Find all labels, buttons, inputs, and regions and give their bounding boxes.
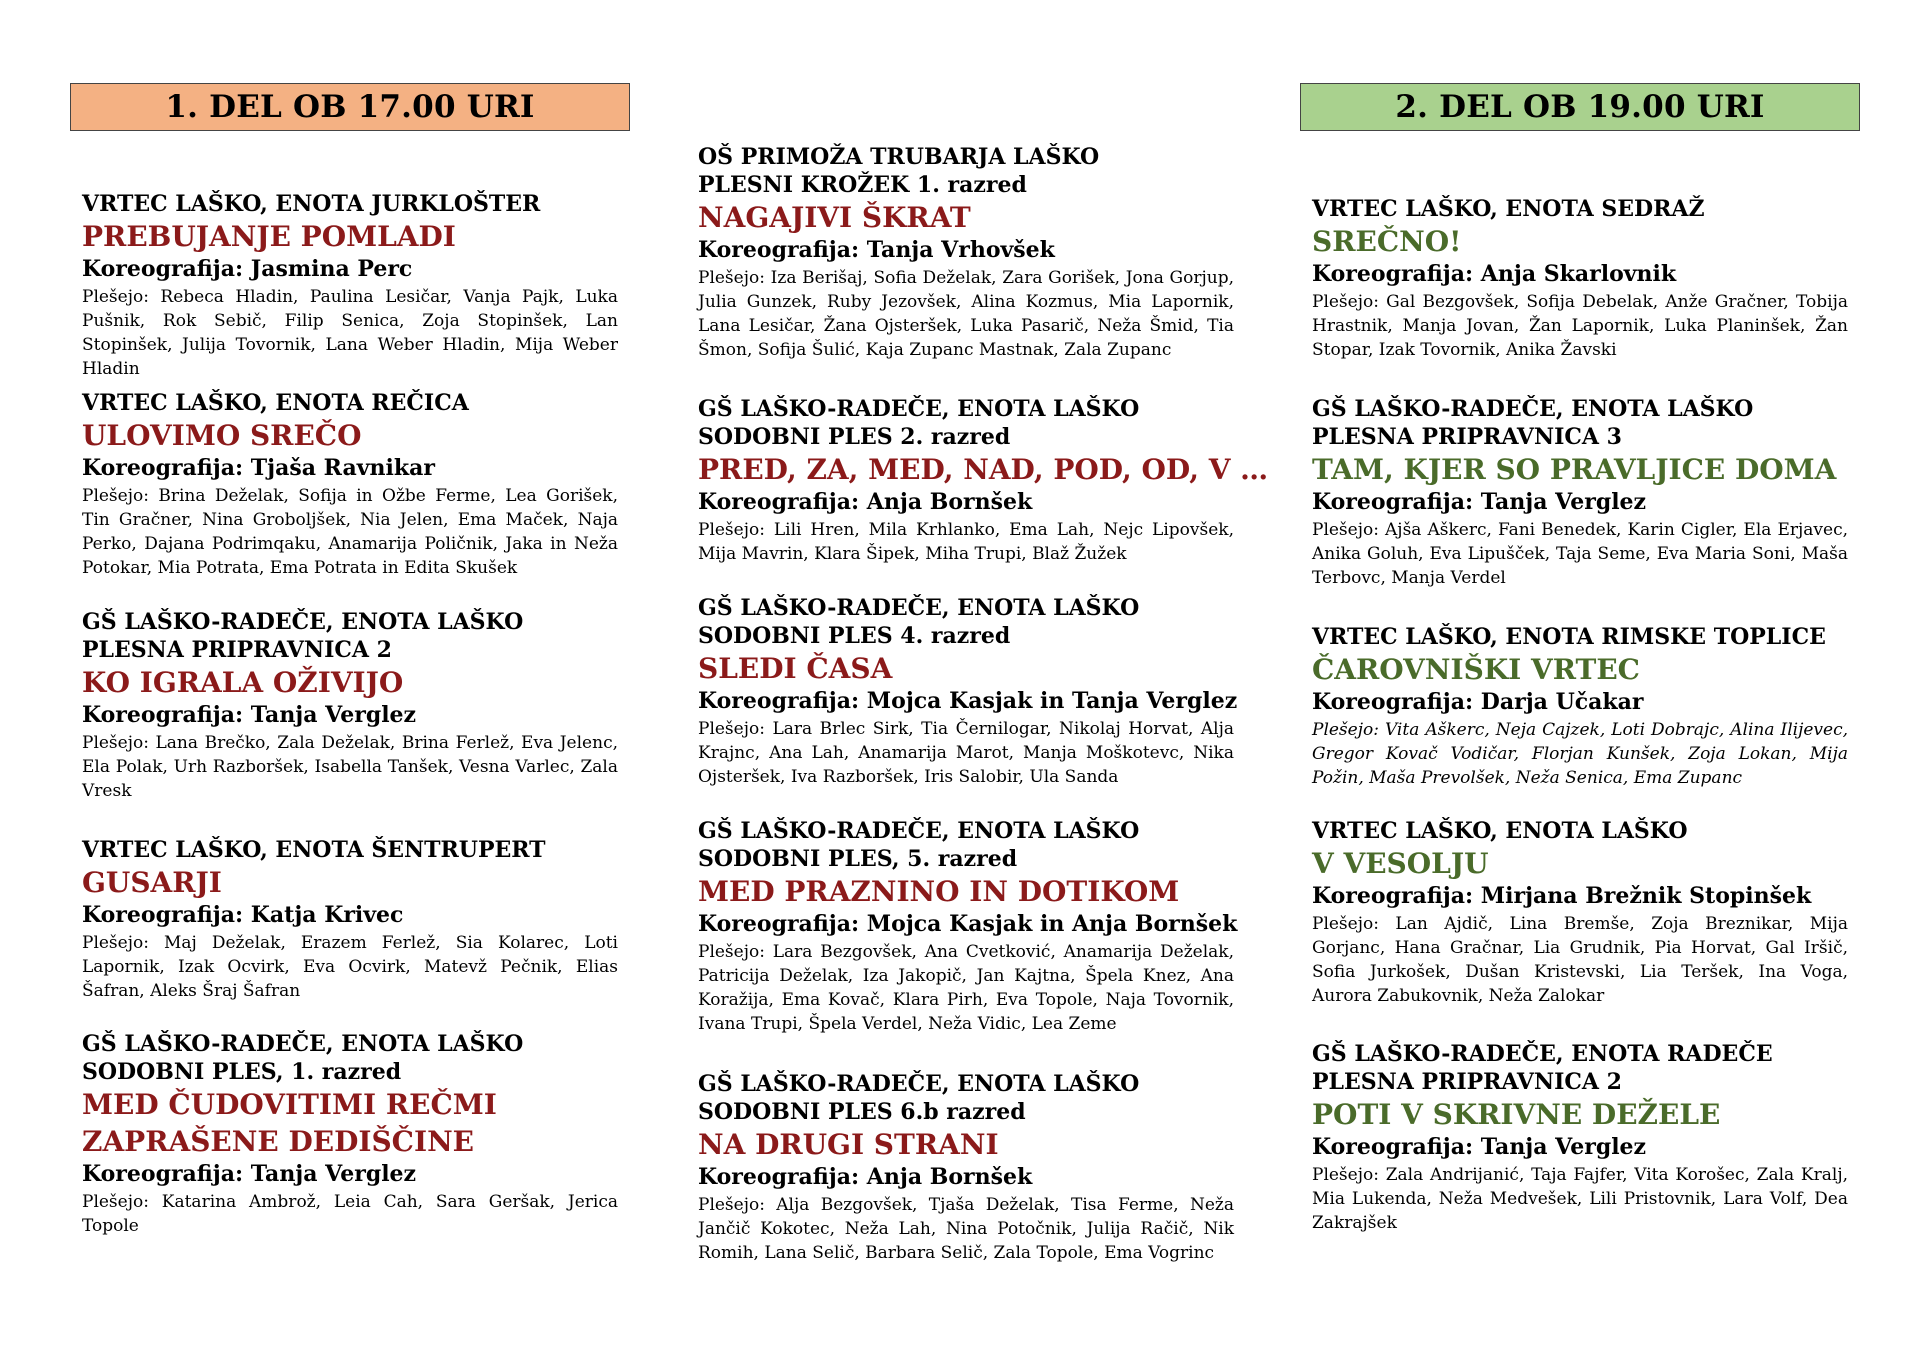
performance-item [698,143,1234,362]
dancers-list: Plešejo: Lili Hren, Mila Krhlanko, Ema Lah, Nejc Lipovšek, Mija Mavrin, Klara Šipek, Miha Trupi, Blaž Žužek [698,520,1234,564]
performance-item [1312,817,1848,1008]
dancers-list: Plešejo: Vita Aškerc, Neja Cajzek, Loti Dobrajc, Alina Ilijevec, Gregor Kovač Vodičar, Florjan Kunšek, Zoja Lokan, Mija Požin, Maša Prevolšek, Neža Senica, Ema Zupanc [1312,720,1848,788]
performer-org: GŠ LAŠKO-RADEČE, ENOTA LAŠKO [698,595,1140,621]
performer-group: SODOBNI PLES 2. razred [698,424,1011,450]
dancers-list: Plešejo: Iza Berišaj, Sofia Deželak, Zara Gorišek, Jona Gorjup, Julia Gunzek, Ruby Jezovšek, Alina Kozmus, Mia Lapornik, Lana Lesičar, Žana Ojsteršek, Luka Pasarič, Neža Šmid, Tia Šmon, Sofija Šulić, Kaja Zupanc Mastnak, Zala Zupanc [698,268,1234,360]
performance-title: POTI V SKRIVNE DEŽELE [1312,1098,1721,1131]
performer-org: GŠ LAŠKO-RADEČE, ENOTA LAŠKO [82,1031,524,1057]
dancers-list: Plešejo: Brina Deželak, Sofija in Ožbe Ferme, Lea Gorišek, Tin Gračner, Nina Groboljšek, Nia Jelen, Ema Maček, Naja Perko, Dajana Podrimqaku, Anamarija Poličnik, Jaka in Neža Potokar, Mia Potrata, Ema Potrata in Edita Skušek [82,486,618,578]
performance-title: NAGAJIVI ŠKRAT [698,201,971,234]
choreography: Koreografija: Anja Skarlovnik [1312,261,1677,287]
choreography: Koreografija: Tanja Verglez [82,1161,417,1187]
performer-org: VRTEC LAŠKO, ENOTA JURKLOŠTER [82,191,541,217]
performance-title: PREBUJANJE POMLADI [82,220,456,253]
choreography: Koreografija: Anja Bornšek [698,1164,1033,1190]
dancers-list: Plešejo: Maj Deželak, Erazem Ferlež, Sia Kolarec, Loti Lapornik, Izak Ocvirk, Eva Ocvirk, Matevž Pečnik, Elias Šafran, Aleks Šraj Šafran [82,933,618,1001]
choreography: Koreografija: Tanja Verglez [1312,489,1647,515]
choreography: Koreografija: Tanja Verglez [82,702,417,728]
performer-group: PLESNA PRIPRAVNICA 3 [1312,424,1622,450]
performance-item [82,836,618,1003]
performer-org: VRTEC LAŠKO, ENOTA REČICA [82,390,469,416]
performance-item [698,817,1238,1036]
performance-title: ČAROVNIŠKI VRTEC [1312,653,1640,686]
dancers-list: Plešejo: Alja Bezgovšek, Tjaša Deželak, Tisa Ferme, Neža Jančič Kokotec, Neža Lah, Nina Potočnik, Julija Račič, Nik Romih, Lana Selič, Barbara Selič, Zala Topole, Ema Vogrinc [698,1195,1234,1263]
performer-org: GŠ LAŠKO-RADEČE, ENOTA LAŠKO [1312,396,1754,422]
performance-title-line2: ZAPRAŠENE DEDIŠČINE [82,1125,474,1158]
choreography: Koreografija: Katja Krivec [82,902,404,928]
dancers-list: Plešejo: Lara Brlec Sirk, Tia Černilogar, Nikolaj Horvat, Alja Krajnc, Ana Lah, Anamarija Marot, Manja Moškotevc, Nika Ojsteršek, Iva Razboršek, Iris Salobir, Ula Sanda [698,719,1234,787]
performance-title: TAM, KJER SO PRAVLJICE DOMA [1312,453,1837,486]
dancers-list: Plešejo: Rebeca Hladin, Paulina Lesičar, Vanja Pajk, Luka Pušnik, Rok Sebič, Filip Senica, Zoja Stopinšek, Lan Stopinšek, Julija Tovornik, Lana Weber Hladin, Mija Weber Hladin [82,287,618,379]
performance-title: MED PRAZNINO IN DOTIKOM [698,875,1180,908]
choreography: Koreografija: Jasmina Perc [82,256,413,282]
performance-title: GUSARJI [82,866,222,899]
performer-org: VRTEC LAŠKO, ENOTA ŠENTRUPERT [82,837,546,863]
performer-group: SODOBNI PLES 4. razred [698,623,1011,649]
performance-title: SLEDI ČASA [698,652,893,685]
performer-org: GŠ LAŠKO-RADEČE, ENOTA LAŠKO [698,818,1140,844]
performance-item [82,389,618,580]
performer-org: VRTEC LAŠKO, ENOTA LAŠKO [1312,818,1688,844]
dancers-list: Plešejo: Gal Bezgovšek, Sofija Debelak, Anže Gračner, Tobija Hrastnik, Manja Jovan, Žan Lapornik, Luka Planinšek, Žan Stopar, Izak Tovornik, Anika Žavski [1312,292,1848,360]
performer-org: VRTEC LAŠKO, ENOTA RIMSKE TOPLICE [1312,624,1826,650]
choreography: Koreografija: Tanja Vrhovšek [698,237,1055,263]
performance-item [1312,623,1848,790]
performance-item [698,1070,1234,1265]
performer-group: PLESNA PRIPRAVNICA 2 [82,637,392,663]
choreography: Koreografija: Mojca Kasjak in Tanja Verglez [698,688,1238,714]
performance-title: NA DRUGI STRANI [698,1128,999,1161]
choreography: Koreografija: Mojca Kasjak in Anja Bornšek [698,911,1238,937]
performer-group: SODOBNI PLES, 1. razred [82,1059,402,1085]
performer-org: VRTEC LAŠKO, ENOTA SEDRAŽ [1312,196,1705,222]
performer-org: GŠ LAŠKO-RADEČE, ENOTA LAŠKO [698,1071,1140,1097]
part1-header: 1. DEL OB 17.00 URI [70,83,630,131]
dancers-list: Plešejo: Lana Brečko, Zala Deželak, Brina Ferlež, Eva Jelenc, Ela Polak, Urh Razboršek, Isabella Tanšek, Vesna Varlec, Zala Vresk [82,733,618,801]
performance-item [698,594,1238,789]
choreography: Koreografija: Anja Bornšek [698,489,1033,515]
dancers-list: Plešejo: Ajša Aškerc, Fani Benedek, Karin Cigler, Ela Erjavec, Anika Goluh, Eva Lipušček, Taja Seme, Eva Maria Soni, Maša Terbovc, Manja Verdel [1312,520,1848,588]
performer-group: PLESNA PRIPRAVNICA 2 [1312,1069,1622,1095]
performance-title: KO IGRALA OŽIVIJO [82,666,404,699]
performer-org: GŠ LAŠKO-RADEČE, ENOTA LAŠKO [82,609,524,635]
performer-org: GŠ LAŠKO-RADEČE, ENOTA RADEČE [1312,1041,1773,1067]
performance-title: V VESOLJU [1312,847,1489,880]
performance-title: MED ČUDOVITIMI REČMI [82,1088,497,1121]
performer-org: GŠ LAŠKO-RADEČE, ENOTA LAŠKO [698,396,1140,422]
performance-item [1312,195,1848,362]
performance-item [82,190,618,381]
dancers-list: Plešejo: Zala Andrijanić, Taja Fajfer, Vita Korošec, Zala Kralj, Mia Lukenda, Neža Medvešek, Lili Pristovnik, Lara Volf, Dea Zakrajšek [1312,1165,1848,1233]
performance-item [698,395,1269,566]
performance-item [82,1030,618,1238]
part2-header: 2. DEL OB 19.00 URI [1300,83,1860,131]
choreography: Koreografija: Darja Učakar [1312,689,1644,715]
performance-item [82,608,618,803]
performance-title: SREČNO! [1312,225,1462,258]
performance-item [1312,395,1848,590]
performance-item [1312,1040,1848,1235]
performer-group: PLESNI KROŽEK 1. razred [698,172,1027,198]
performance-title: PRED, ZA, MED, NAD, POD, OD, V … [698,453,1269,486]
choreography: Koreografija: Tjaša Ravnikar [82,455,435,481]
performer-org: OŠ PRIMOŽA TRUBARJA LAŠKO [698,144,1100,170]
dancers-list: Plešejo: Lara Bezgovšek, Ana Cvetković, Anamarija Deželak, Patricija Deželak, Iza Jakopič, Jan Kajtna, Špela Knez, Ana Koražija, Ema Kovač, Klara Pirh, Eva Topole, Naja Tovornik, Ivana Trupi, Špela Verdel, Neža Vidic, Lea Zeme [698,942,1234,1034]
dancers-list: Plešejo: Lan Ajdič, Lina Bremše, Zoja Breznikar, Mija Gorjanc, Hana Gračnar, Lia Grudnik, Pia Horvat, Gal Iršič, Sofia Jurkošek, Dušan Kristevski, Lia Teršek, Ina Voga, Aurora Zabukovnik, Neža Zalokar [1312,914,1848,1006]
dancers-list: Plešejo: Katarina Ambrož, Leia Cah, Sara Geršak, Jerica Topole [82,1192,618,1236]
performance-title: ULOVIMO SREČO [82,419,362,452]
choreography: Koreografija: Mirjana Brežnik Stopinšek [1312,883,1812,909]
performer-group: SODOBNI PLES, 5. razred [698,846,1018,872]
performer-group: SODOBNI PLES 6.b razred [698,1099,1026,1125]
choreography: Koreografija: Tanja Verglez [1312,1134,1647,1160]
